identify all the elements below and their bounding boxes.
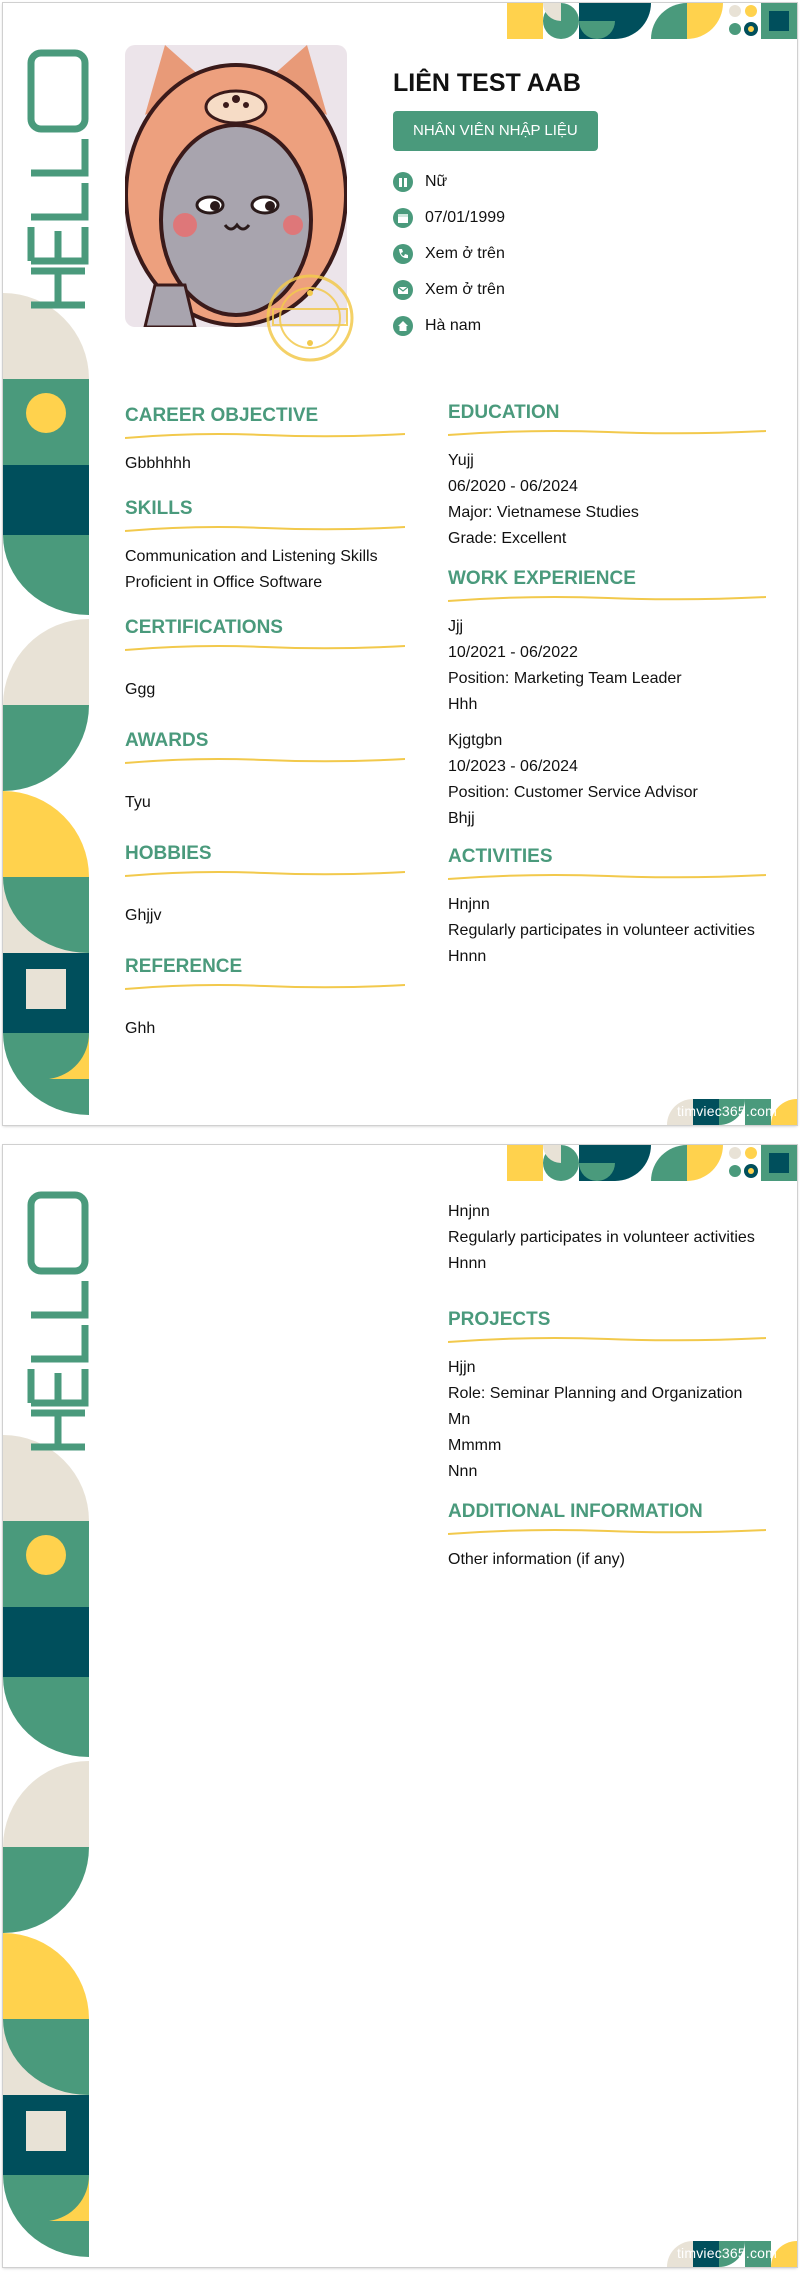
skills-section (125, 498, 405, 596)
top-decoration-strip (507, 1145, 797, 1181)
stamp-logo (265, 273, 355, 363)
calendar-icon (393, 208, 413, 228)
activity-extra: Hnnn (448, 1255, 487, 1272)
certifications-text: Ggg (125, 681, 156, 698)
additional-info-section (448, 1501, 766, 1573)
additional-info-title: ADDITIONAL INFORMATION (448, 1501, 703, 1522)
hobbies-text: Ghjjv (125, 907, 162, 924)
skills-title: SKILLS (125, 498, 193, 519)
work-period: 10/2021 - 06/2022 (448, 644, 578, 661)
skill-item: Proficient in Office Software (125, 574, 323, 591)
gender-icon (393, 172, 413, 192)
work-description: Hhh (448, 696, 478, 713)
awards-title: AWARDS (125, 730, 209, 751)
cv-page-2 (3, 1145, 797, 2267)
gender-row (393, 172, 447, 192)
education-period: 06/2020 - 06/2024 (448, 478, 578, 495)
work-company: Kjgtgbn (448, 732, 503, 749)
job-title-badge: NHÂN VIÊN NHẬP LIỆU (393, 111, 598, 151)
email-icon (393, 280, 413, 300)
activity-extra: Hnnn (448, 948, 487, 965)
project-line: Mmmm (448, 1437, 502, 1454)
education-major: Major: Vietnamese Studies (448, 504, 639, 521)
projects-section (448, 1309, 766, 1485)
left-decoration-strip (3, 3, 89, 1125)
top-decoration-strip (507, 3, 797, 39)
activity-description: Regularly participates in volunteer activities (448, 922, 755, 939)
work-item (448, 614, 766, 718)
activities-section (448, 846, 766, 970)
left-decoration-strip (3, 1145, 89, 2267)
awards-section (125, 730, 405, 816)
education-school: Yujj (448, 452, 474, 469)
work-company: Jjj (448, 618, 464, 635)
career-objective-title: CAREER OBJECTIVE (125, 405, 319, 426)
reference-title: REFERENCE (125, 956, 243, 977)
skills-list (125, 544, 405, 596)
work-experience-section (448, 568, 766, 832)
email-value: Xem ở trên (425, 281, 505, 298)
reference-section (125, 956, 405, 1042)
work-description: Bhjj (448, 810, 475, 827)
project-line: Mn (448, 1411, 471, 1428)
activity-org: Hnjnn (448, 896, 490, 913)
work-position: Position: Customer Service Advisor (448, 784, 698, 801)
email-row (393, 280, 505, 300)
address-value: Hà nam (425, 317, 482, 334)
birthday-value: 07/01/1999 (425, 209, 506, 226)
work-position: Position: Marketing Team Leader (448, 670, 682, 687)
education-title: EDUCATION (448, 402, 560, 423)
work-experience-title: WORK EXPERIENCE (448, 568, 636, 589)
work-period: 10/2023 - 06/2024 (448, 758, 578, 775)
project-line: Nnn (448, 1463, 478, 1480)
watermark: timviec365.com (676, 1103, 777, 1119)
activities-continued (448, 1199, 766, 1277)
activity-description: Regularly participates in volunteer activities (448, 1229, 755, 1246)
project-name: Hjjn (448, 1359, 476, 1376)
phone-value: Xem ở trên (425, 245, 505, 262)
hobbies-title: HOBBIES (125, 843, 212, 864)
certifications-section (125, 617, 405, 703)
candidate-name: LIÊN TEST AAB (393, 69, 581, 97)
cv-page-1 (3, 3, 797, 1125)
phone-icon (393, 244, 413, 264)
education-section (448, 402, 766, 552)
projects-title: PROJECTS (448, 1309, 551, 1330)
gender-value: Nữ (425, 173, 448, 190)
work-item (448, 728, 766, 832)
address-row (393, 316, 481, 336)
activity-org: Hnjnn (448, 1203, 490, 1220)
home-icon (393, 316, 413, 336)
project-role: Role: Seminar Planning and Organization (448, 1385, 743, 1402)
education-grade: Grade: Excellent (448, 530, 567, 547)
reference-text: Ghh (125, 1020, 156, 1037)
activities-title: ACTIVITIES (448, 846, 553, 867)
birthday-row (393, 208, 505, 228)
watermark: timviec365.com (676, 2245, 777, 2261)
certifications-title: CERTIFICATIONS (125, 617, 283, 638)
hobbies-section (125, 843, 405, 929)
skill-item: Communication and Listening Skills (125, 548, 378, 565)
additional-info-text: Other information (if any) (448, 1551, 625, 1568)
awards-text: Tyu (125, 794, 151, 811)
career-objective-text: Gbbhhhh (125, 455, 191, 472)
phone-row (393, 244, 505, 264)
career-objective-section (125, 405, 405, 477)
